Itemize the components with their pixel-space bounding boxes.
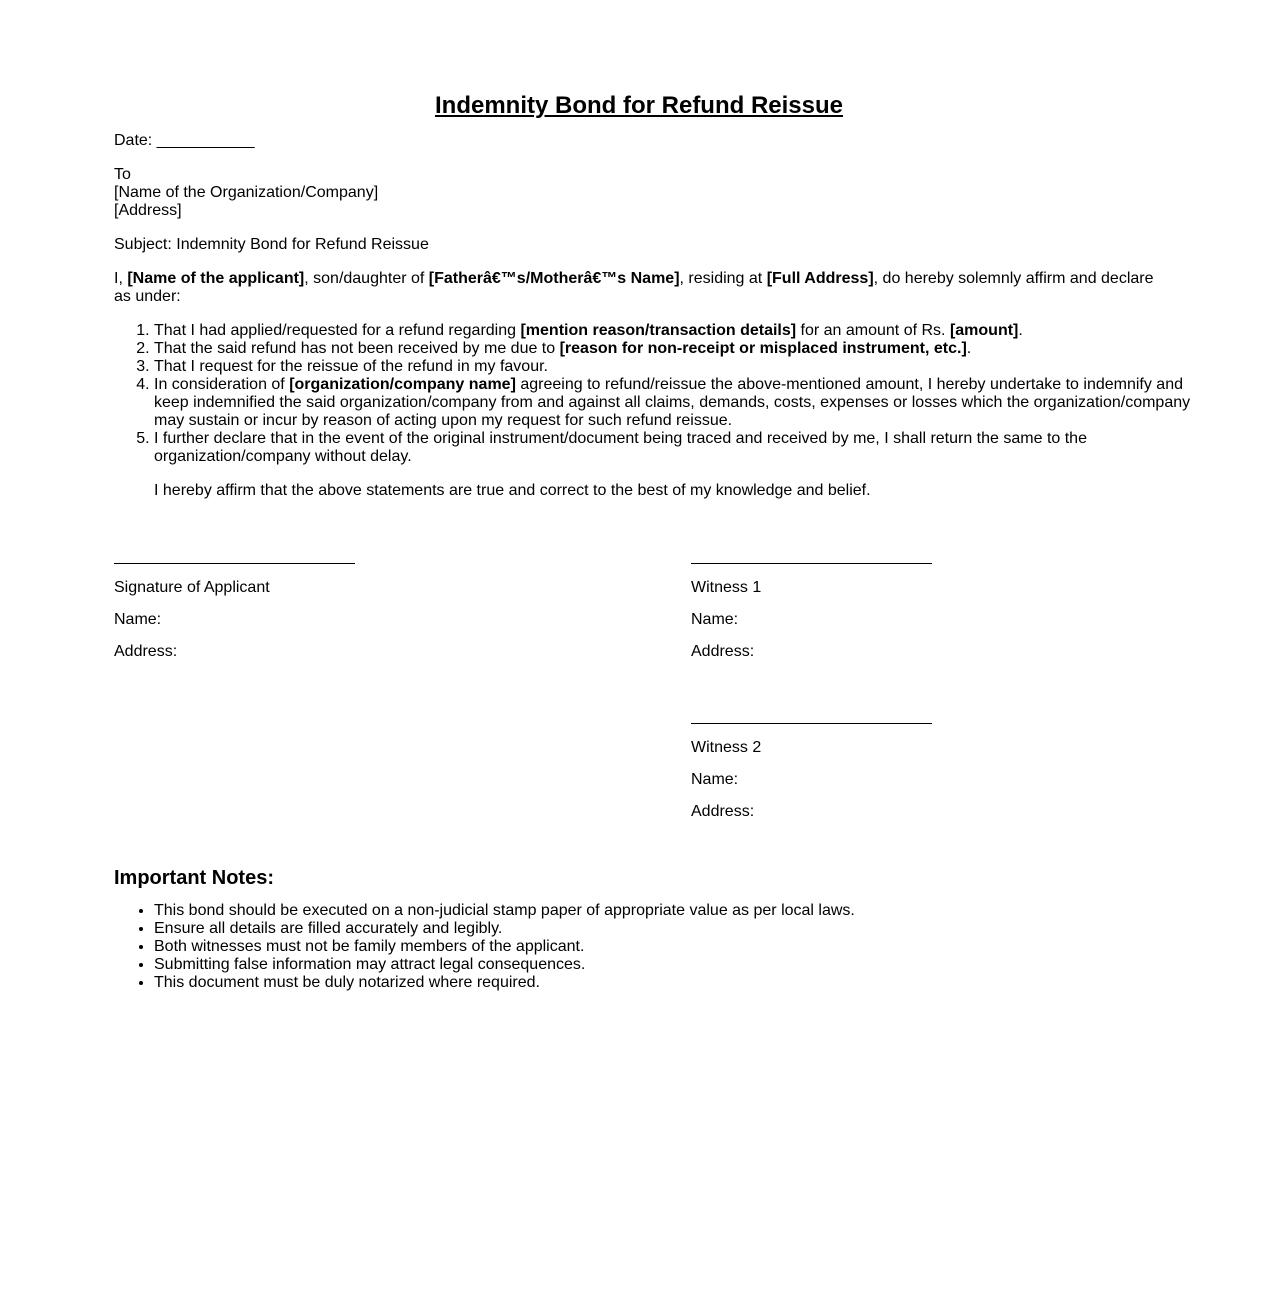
declaration-text: .	[966, 340, 972, 357]
witness1-name-label: Name:	[691, 611, 739, 628]
notes-heading: Important Notes:	[114, 867, 274, 889]
declaration-text: agreeing to refund/reissue the above-mentioned amount, I hereby undertake to indemnify and keep indemnified the said organization/company from and against all claims, demands, costs, expenses or losses which the organization/company may sustain or incur by reason of acting upon my request for such refund reissue.	[154, 376, 1191, 429]
declaration-item	[154, 340, 1204, 358]
intro-text: , son/daughter of	[304, 270, 429, 287]
witness2-signature-line	[691, 723, 932, 724]
affirmation-statement: I hereby affirm that the above statements are true and correct to the best of my knowledge and belief.	[154, 482, 871, 499]
intro-text: I,	[114, 270, 128, 287]
witness1-label: Witness 1	[691, 579, 762, 596]
declaration-text: I further declare that in the event of the original instrument/document being traced and received by me, I shall return the same to the organization/company without delay.	[154, 430, 1087, 465]
document-title: Indemnity Bond for Refund Reissue	[434, 92, 844, 119]
parent-name-placeholder: [Fatherâ€™s/Motherâ€™s Name]	[428, 270, 680, 287]
note-item: • This document must be duly notarized where required.	[154, 974, 1204, 992]
declarations-list	[114, 322, 1204, 466]
reason-placeholder: [reason for non-receipt or misplaced instrument, etc.]	[559, 340, 967, 357]
applicant-signature-label: Signature of Applicant	[114, 579, 270, 596]
recipient-organization: [Name of the Organization/Company]	[114, 184, 379, 201]
declaration-item	[154, 358, 1204, 376]
declaration-text: That I request for the reissue of the refund in my favour.	[154, 358, 548, 375]
witness1-address-label: Address:	[691, 643, 755, 660]
declaration-text: In consideration of	[154, 376, 290, 393]
note-item: • Both witnesses must not be family members of the applicant.	[154, 938, 1204, 956]
date-line: Date: ___________	[114, 132, 255, 149]
declaration-text: .	[1018, 322, 1023, 339]
applicant-address-label: Address:	[114, 643, 178, 660]
applicant-name-placeholder: [Name of the applicant]	[127, 270, 305, 287]
declaration-text: That I had applied/requested for a refund regarding	[154, 322, 521, 339]
transaction-details-placeholder: [mention reason/transaction details]	[520, 322, 797, 339]
witness2-label: Witness 2	[691, 739, 762, 756]
declaration-text: for an amount of Rs.	[796, 322, 950, 339]
note-item: • This bond should be executed on a non-judicial stamp paper of appropriate value as per local laws.	[154, 902, 1204, 920]
witness2-name-label: Name:	[691, 771, 739, 788]
recipient-to: To	[114, 166, 131, 183]
intro-paragraph	[114, 270, 1164, 306]
witness2-address-label: Address:	[691, 803, 755, 820]
witness1-signature-line	[691, 563, 932, 564]
notes-list	[114, 902, 1204, 992]
intro-text: , residing at	[679, 270, 767, 287]
declaration-item	[154, 322, 1204, 340]
recipient-block	[114, 166, 1164, 220]
declaration-item	[154, 430, 1204, 466]
declaration-text: That the said refund has not been received by me due to	[154, 340, 560, 357]
intro-text: , do hereby solemnly affirm and declare as under:	[114, 270, 1154, 305]
amount-placeholder: [amount]	[949, 322, 1019, 339]
recipient-address: [Address]	[114, 202, 182, 219]
note-item: • Ensure all details are filled accurately and legibly.	[154, 920, 1204, 938]
subject-line: Subject: Indemnity Bond for Refund Reissue	[114, 236, 429, 253]
applicant-signature-line	[114, 563, 355, 564]
applicant-name-label: Name:	[114, 611, 162, 628]
full-address-placeholder: [Full Address]	[766, 270, 874, 287]
note-item: • Submitting false information may attract legal consequences.	[154, 956, 1204, 974]
declaration-item	[154, 376, 1204, 430]
organization-name-placeholder: [organization/company name]	[289, 376, 516, 393]
